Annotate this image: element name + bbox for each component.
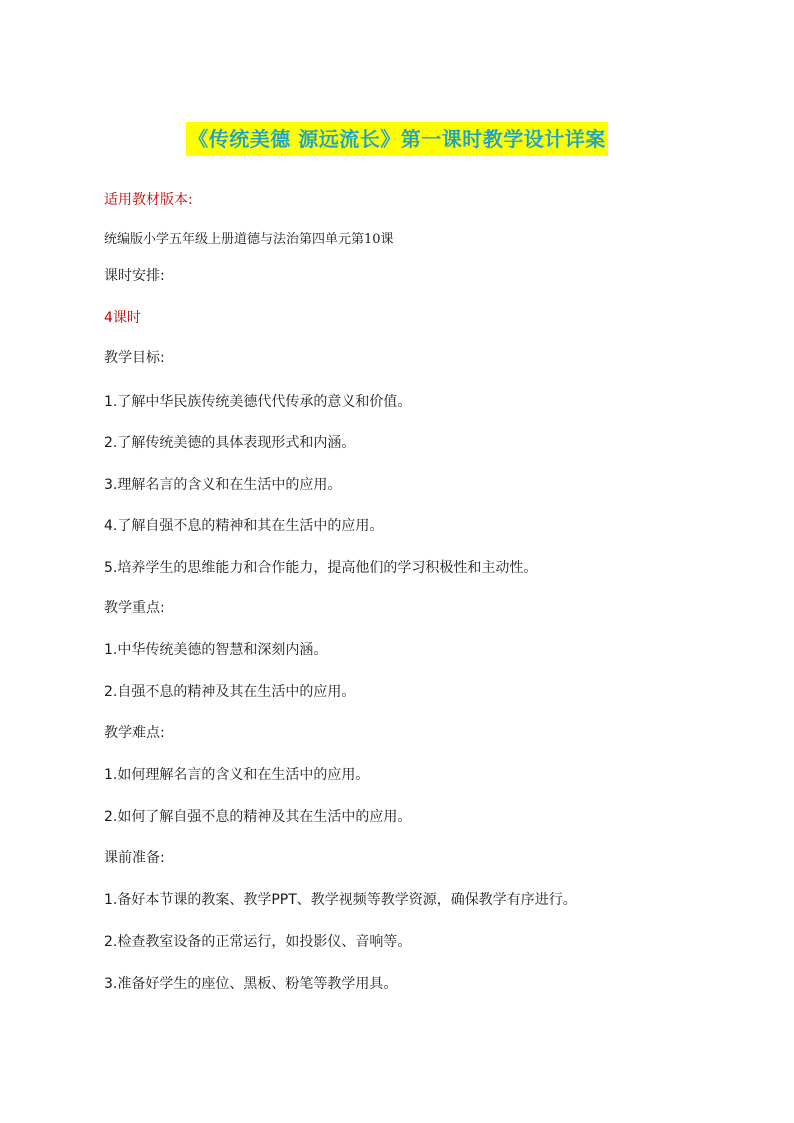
key-point-item: 1.中华传统美德的智慧和深刻内涵。 (104, 642, 328, 658)
difficulty-item: 1.如何理解名言的含义和在生活中的应用。 (104, 767, 370, 783)
preparation-label: 课前准备: (104, 850, 165, 866)
key-point-item: 2.自强不息的精神及其在生活中的应用。 (104, 684, 356, 700)
preparation-item: 2.检查教室设备的正常运行，如投影仪、音响等。 (104, 934, 412, 950)
textbook-label: 适用教材版本: (104, 192, 193, 208)
difficulties-label: 教学难点: (104, 725, 165, 741)
objective-item: 5.培养学生的思维能力和合作能力，提高他们的学习积极性和主动性。 (104, 560, 538, 576)
document-title: 《传统美德 源远流长》第一课时教学设计详案 (186, 122, 607, 156)
difficulty-item: 2.如何了解自强不息的精神及其在生活中的应用。 (104, 809, 412, 825)
schedule-label: 课时安排: (104, 268, 165, 284)
schedule-value: 4课时 (104, 310, 141, 326)
objective-item: 2.了解传统美德的具体表现形式和内涵。 (104, 435, 356, 451)
objective-item: 4.了解自强不息的精神和其在生活中的应用。 (104, 518, 384, 534)
textbook-value: 统编版小学五年级上册道德与法治第四单元第10课 (104, 232, 394, 247)
key-points-label: 教学重点: (104, 600, 165, 616)
objective-item: 1.了解中华民族传统美德代代传承的意义和价值。 (104, 394, 412, 410)
preparation-item: 3.准备好学生的座位、黑板、粉笔等教学用具。 (104, 976, 398, 992)
objective-item: 3.理解名言的含义和在生活中的应用。 (104, 477, 342, 493)
objectives-label: 教学目标: (104, 350, 165, 366)
title-container (0, 122, 794, 156)
preparation-item: 1.备好本节课的教案、教学PPT、教学视频等教学资源，确保教学有序进行。 (104, 892, 577, 908)
